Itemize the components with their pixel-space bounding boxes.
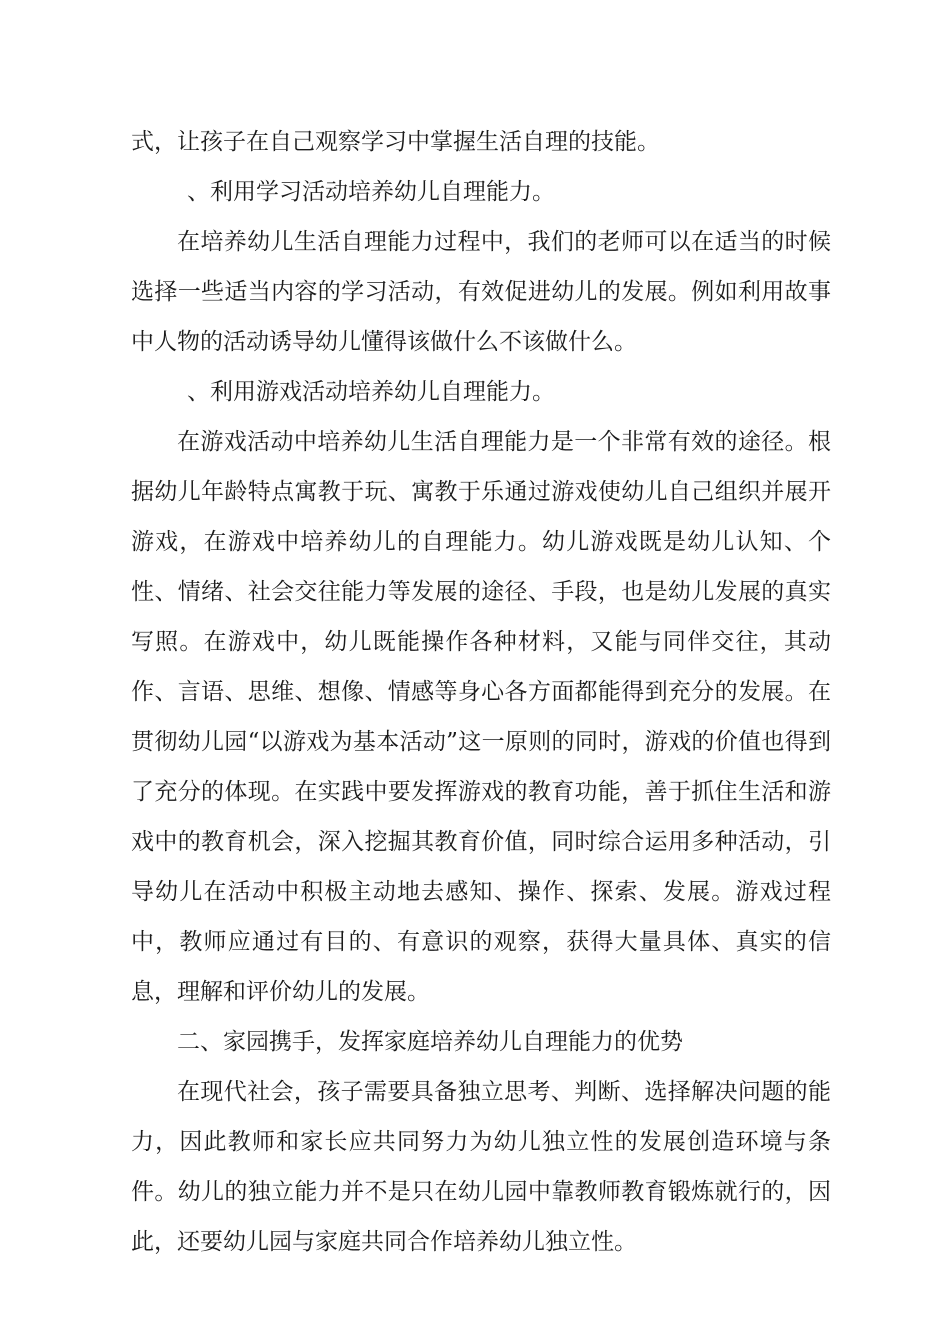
paragraph-continuation: 式，让孩子在自己观察学习中掌握生活自理的技能。 [131, 129, 660, 155]
paragraph-home-school: 在现代社会，孩子需要具备独立思考、判断、选择解决问题的能力，因此教师和家长应共同努力为幼儿独立性的发展创造环境与条件。幼儿的独立能力并不是只在幼儿园中靠教师教育锻炼就行的，因此，还要幼儿园与家庭共同合作培养幼儿独立性。 [131, 1079, 831, 1255]
subheading-learning-activities: 、利用学习活动培养幼儿自理能力。 [187, 179, 555, 205]
paragraph-game-activities: 在游戏活动中培养幼儿生活自理能力是一个非常有效的途径。根据幼儿年龄特点寓教于玩、寓教于乐通过游戏使幼儿自己组织并展开游戏，在游戏中培养幼儿的自理能力。幼儿游戏既是幼儿认知、个性、情绪、社会交往能力等发展的途径、手段，也是幼儿发展的真实写照。在游戏中，幼儿既能操作各种材料，又能与同伴交往，其动作、言语、思维、想像、情感等身心各方面都能得到充分的发展。在贯彻幼儿园“以游戏为基本活动”这一原则的同时，游戏的价值也得到了充分的体现。在实践中要发挥游戏的教育功能，善于抓住生活和游戏中的教育机会，深入挖掘其教育价值，同时综合运用多种活动，引导幼儿在活动中积极主动地去感知、操作、探索、发展。游戏过程中，教师应通过有目的、有意识的观察，获得大量具体、真实的信息，理解和评价幼儿的发展。 [131, 429, 831, 1005]
body-text [131, 117, 831, 1267]
section-heading-home-school: 二、家园携手，发挥家庭培养幼儿自理能力的优势 [177, 1029, 683, 1055]
subheading-game-activities: 、利用游戏活动培养幼儿自理能力。 [187, 379, 555, 405]
paragraph-learning-activities: 在培养幼儿生活自理能力过程中，我们的老师可以在适当的时候选择一些适当内容的学习活动，有效促进幼儿的发展。例如利用故事中人物的活动诱导幼儿懂得该做什么不该做什么。 [131, 229, 831, 355]
